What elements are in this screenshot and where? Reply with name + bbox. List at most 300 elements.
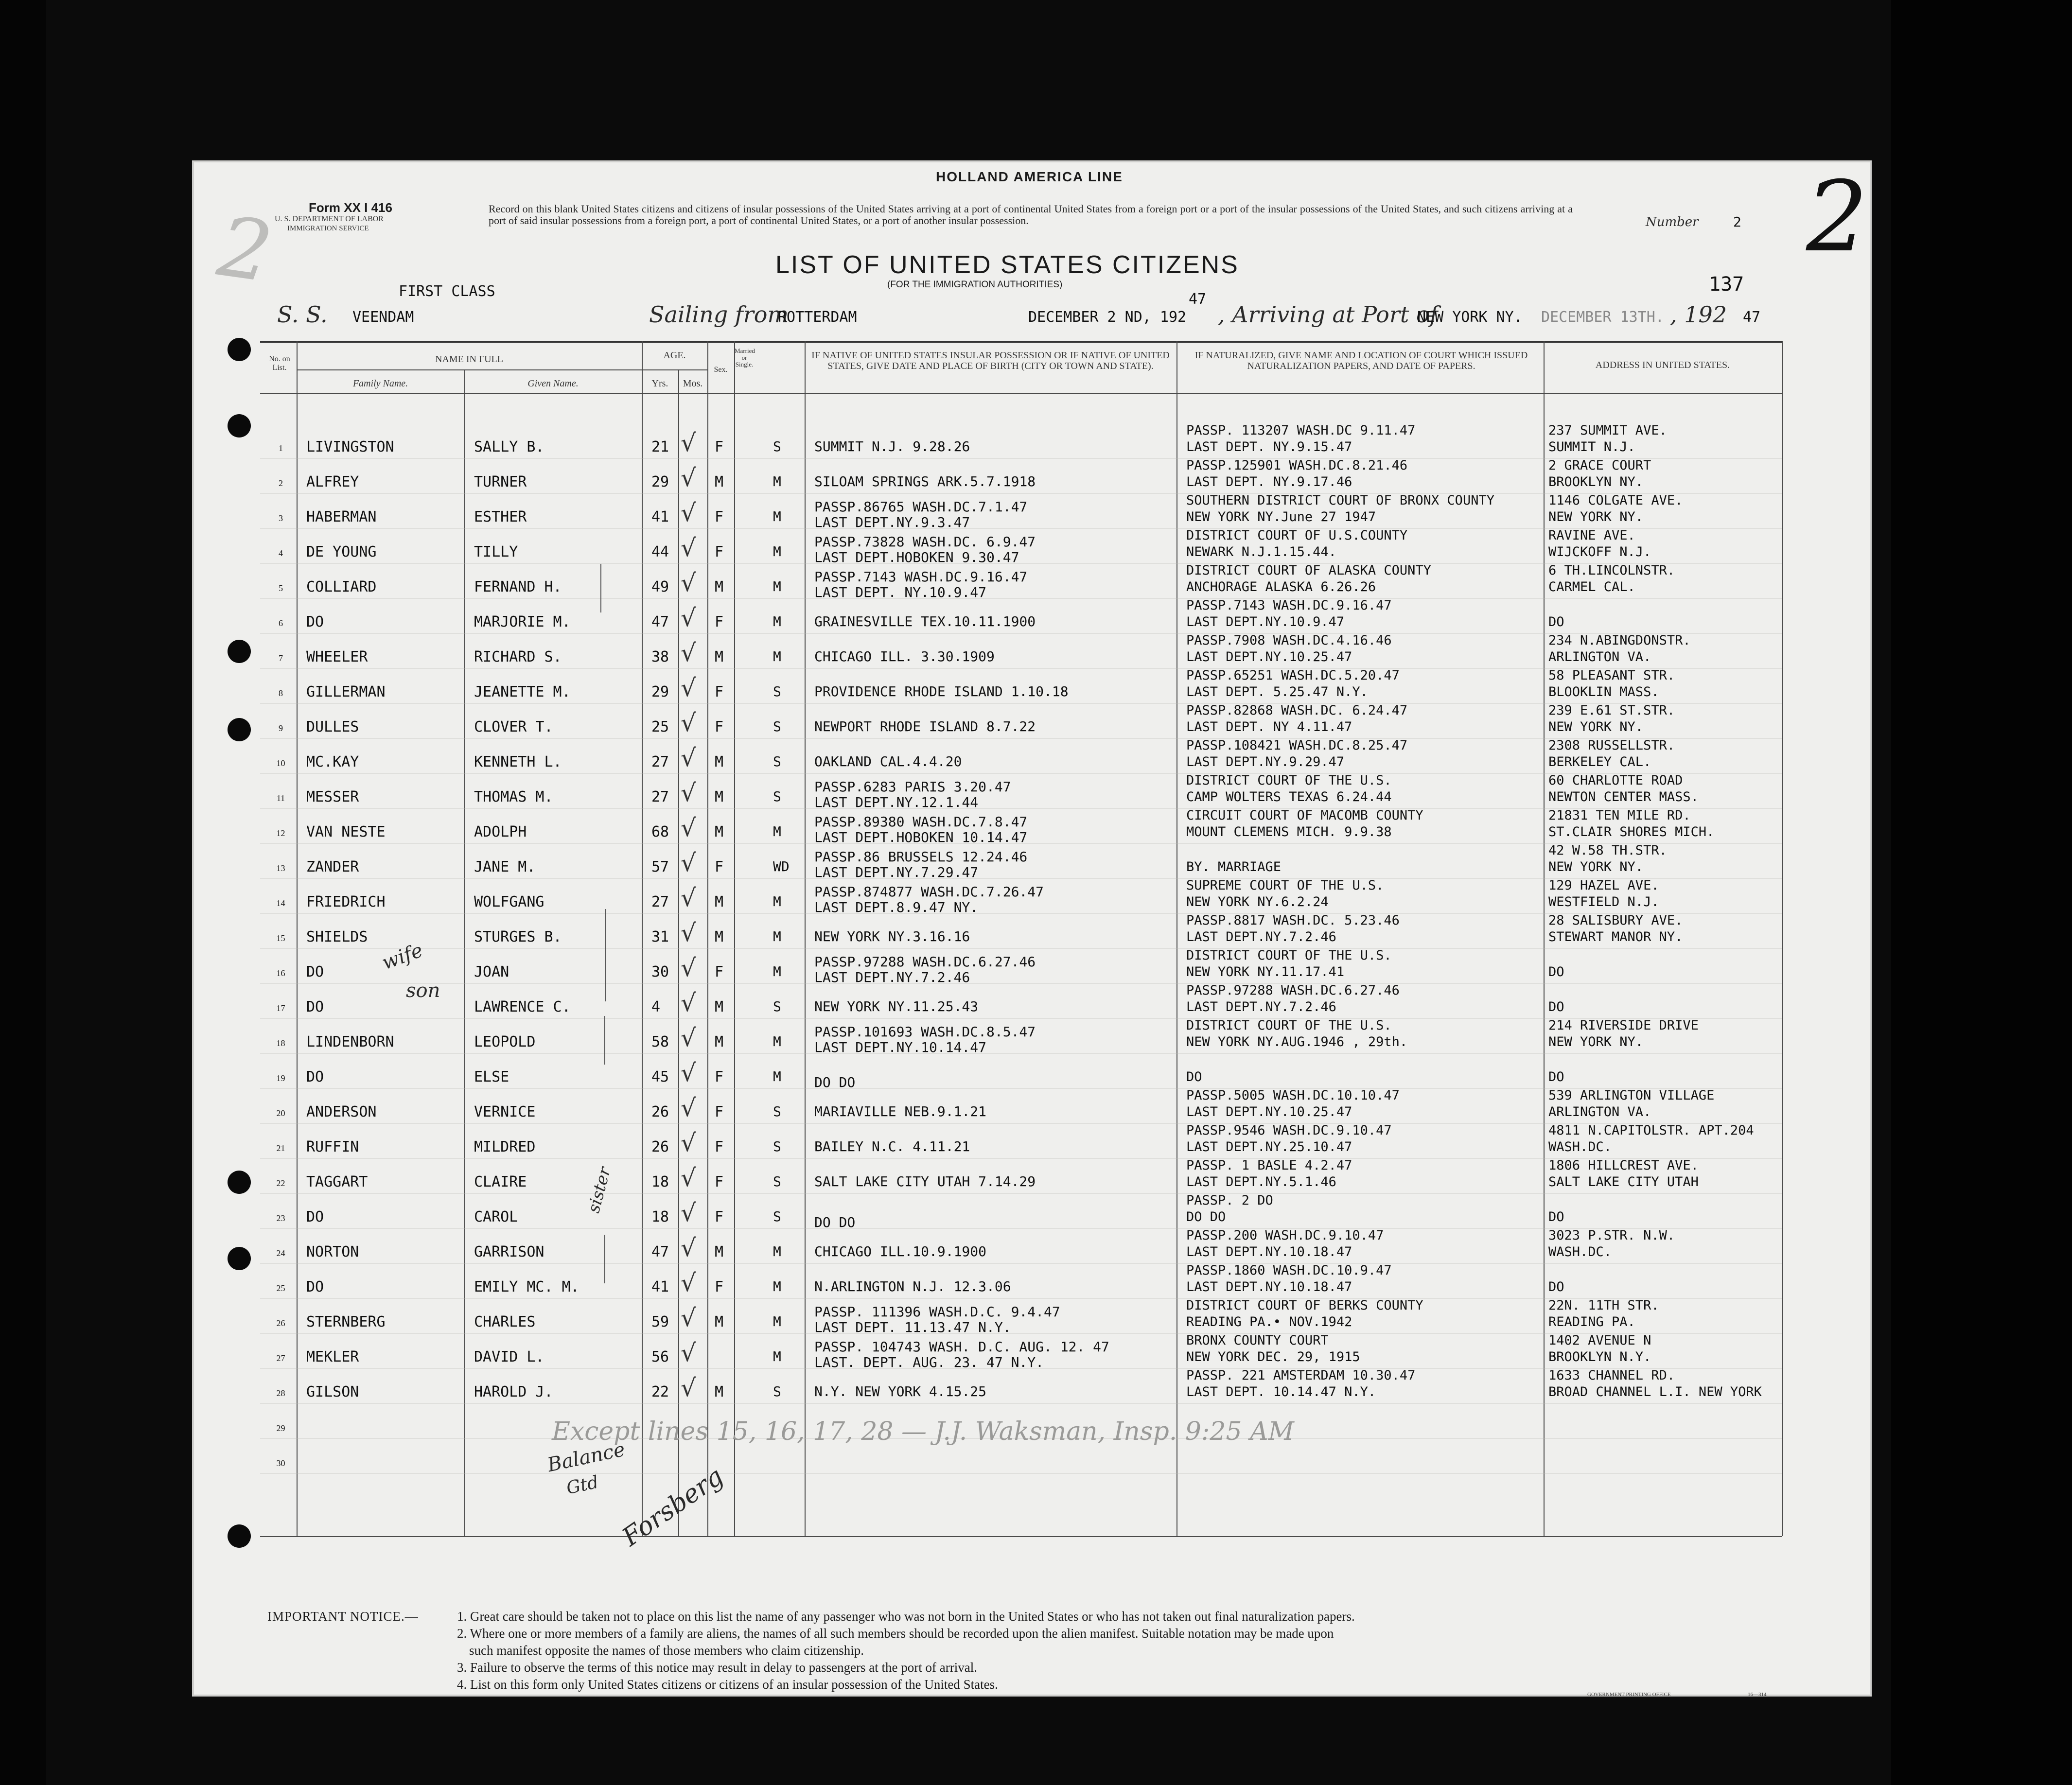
naturalization-line-2: LAST DEPT.NY.10.18.47 (1186, 1279, 1352, 1295)
given-name: CHARLES (474, 1313, 536, 1330)
birth-line-1: OAKLAND CAL.4.4.20 (814, 753, 962, 770)
naturalization-line-2: ANCHORAGE ALASKA 6.26.26 (1186, 579, 1376, 595)
birth-line-2: LAST. DEPT. AUG. 23. 47 N.Y. (814, 1354, 1044, 1370)
age-years: 29 (651, 473, 669, 490)
marital-status: WD (773, 858, 790, 875)
family-name: ALFREY (306, 473, 359, 490)
row-number: 11 (276, 793, 285, 803)
bracket-line-lindenborn (604, 1016, 605, 1065)
address-line-1: 2308 RUSSELLSTR. (1548, 738, 1675, 753)
check-mark: √ (681, 1234, 696, 1262)
address-line-2: NEWTON CENTER MASS. (1548, 789, 1699, 805)
row-number: 12 (276, 828, 285, 838)
notice-item-3: 3. Failure to observe the terms of this notice may result in delay to passengers at the port of arrival. (457, 1660, 977, 1675)
age-years: 47 (651, 613, 669, 630)
family-name: HABERMAN (306, 508, 377, 525)
address-line-1: 129 HAZEL AVE. (1548, 878, 1659, 893)
birth-line-1: N.ARLINGTON N.J. 12.3.06 (814, 1278, 1011, 1295)
family-name: MEKLER (306, 1348, 359, 1365)
form-number: Form XX I 416 (309, 200, 392, 215)
address-line-2: WIJCKOFF N.J. (1548, 544, 1651, 560)
check-mark: √ (681, 1094, 696, 1122)
family-name: DO (306, 963, 324, 980)
row-number: 15 (276, 933, 285, 943)
address-line-1: 539 ARLINGTON VILLAGE (1548, 1088, 1715, 1103)
ss-label: S. S. (277, 301, 328, 328)
given-name: JEANETTE M. (474, 683, 571, 700)
address-line-1: RAVINE AVE. (1548, 528, 1635, 543)
sex: M (715, 578, 724, 595)
address-line-2: BERKELEY CAL. (1548, 754, 1651, 770)
punch-hole (228, 718, 251, 741)
col-rule-naturalized (1544, 341, 1545, 1536)
sex: F (715, 858, 724, 875)
address-line-1: 58 PLEASANT STR. (1548, 668, 1675, 683)
birth-line-1: PASSP.89380 WASH.DC.7.8.47 (814, 814, 1028, 830)
naturalization-line-1: PASSP.5005 WASH.DC.10.10.47 (1186, 1088, 1400, 1103)
col-rule-family (464, 369, 465, 1536)
bracket-line-norton (604, 1235, 605, 1283)
address-line-1: 1806 HILLCREST AVE. (1548, 1158, 1699, 1173)
naturalization-line-2: LAST DEPT. NY.9.15.47 (1186, 439, 1352, 455)
birth-line-2: LAST DEPT.NY.10.14.47 (814, 1039, 987, 1055)
given-name: CAROL (474, 1208, 518, 1225)
birth-line-1: BAILEY N.C. 4.11.21 (814, 1138, 970, 1155)
family-name: DO (306, 998, 324, 1015)
sex: F (715, 543, 724, 560)
hand-note-son: son (406, 980, 440, 1002)
hand-note-except: Except lines 15, 16, 17, 28 — J.J. Waksman, Insp. 9:25 AM (552, 1417, 1294, 1446)
marital-status: M (773, 823, 781, 840)
given-name: EMILY MC. M. (474, 1278, 579, 1295)
age-years: 57 (651, 858, 669, 875)
row-number: 18 (276, 1038, 285, 1048)
marital-status: M (773, 508, 781, 525)
birth-line-1: NEW YORK NY.11.25.43 (814, 998, 979, 1015)
birth-line-1: NEWPORT RHODE ISLAND 8.7.22 (814, 718, 1036, 735)
age-years: 59 (651, 1313, 669, 1330)
family-name: RUFFIN (306, 1138, 359, 1155)
col-rule-no (297, 341, 298, 1536)
row-number: 26 (276, 1318, 285, 1328)
marital-status: M (773, 893, 781, 910)
record-instructions: Record on this blank United States citizens and citizens of insular possessions of the United States arriving at a port of continental United States from a foreign port or a port of the insular possessions of the United States, and such citizens arriving at a port of said insular possessions from a foreign port, a port of continental United States, or a port of another insular possession. (489, 203, 1573, 227)
name-header-rule (297, 369, 642, 370)
marital-status: S (773, 1138, 781, 1155)
family-name: ZANDER (306, 858, 359, 875)
sex: M (715, 753, 724, 770)
check-mark: √ (681, 639, 696, 667)
naturalization-line-1: DISTRICT COURT OF ALASKA COUNTY (1186, 563, 1431, 578)
number-hand: 2 (1806, 160, 1868, 274)
naturalization-line-1: DISTRICT COURT OF BERKS COUNTY (1186, 1298, 1423, 1313)
naturalization-line-2: LAST DEPT.NY.10.25.47 (1186, 649, 1352, 665)
naturalization-line-2: LAST DEPT. NY.9.17.46 (1186, 474, 1352, 490)
address-line-2: DO (1548, 1209, 1564, 1225)
family-name: COLLIARD (306, 578, 377, 595)
col-rule-name (642, 341, 643, 1536)
row-number: 8 (279, 688, 283, 698)
age-years: 18 (651, 1173, 669, 1190)
birth-line-2: DO DO (814, 1214, 856, 1230)
naturalization-line-2: LAST DEPT.NY.5.1.46 (1186, 1174, 1336, 1190)
given-name: LEOPOLD (474, 1033, 536, 1050)
naturalization-line-2: DO DO (1186, 1209, 1226, 1225)
given-name: WOLFGANG (474, 893, 544, 910)
row-number: 24 (276, 1248, 285, 1258)
naturalization-line-1: CIRCUIT COURT OF MACOMB COUNTY (1186, 808, 1423, 823)
given-name: TILLY (474, 543, 518, 560)
marital-status: S (773, 683, 781, 700)
check-mark: √ (681, 954, 696, 982)
given-name: TURNER (474, 473, 527, 490)
marital-status: S (773, 788, 781, 805)
table-bottom-rule (260, 1536, 1782, 1537)
age-years: 41 (651, 1278, 669, 1295)
sex: M (715, 648, 724, 665)
sex: M (715, 893, 724, 910)
address-line-2: BLOOKLIN MASS. (1548, 684, 1659, 700)
address-line-1: 214 RIVERSIDE DRIVE (1548, 1018, 1699, 1033)
address-line-1: 4811 N.CAPITOLSTR. APT.204 (1548, 1123, 1754, 1138)
check-mark: √ (681, 569, 696, 597)
col-rule-age (707, 341, 708, 1536)
col-rule-native (1176, 341, 1177, 1536)
check-mark: √ (681, 989, 696, 1017)
address-line-1: 6 TH.LINCOLNSTR. (1548, 563, 1675, 578)
family-name: GILLERMAN (306, 683, 386, 700)
address-line-2: SALT LAKE CITY UTAH (1548, 1174, 1699, 1190)
naturalization-line-1: DISTRICT COURT OF THE U.S. (1186, 773, 1392, 788)
address-line-2: DO (1548, 614, 1564, 630)
header-sex: Sex. (714, 366, 728, 374)
punch-hole (228, 640, 251, 663)
arrival-port: NEW YORK NY. (1417, 309, 1523, 326)
hand-note-gtd: Gtd (564, 1472, 600, 1499)
sailing-year-hand: 47 (1189, 291, 1207, 308)
family-name: DO (306, 1068, 324, 1085)
manifest-page (192, 160, 1872, 1697)
table-top-rule (260, 341, 1782, 343)
age-years: 30 (651, 963, 669, 980)
row-number: 6 (279, 618, 283, 628)
family-name: TAGGART (306, 1173, 368, 1190)
check-mark: √ (681, 1129, 696, 1157)
bracket-line-shields (605, 909, 606, 1001)
notice-item-1: 1. Great care should be taken not to place on this list the name of any passenger who was not born in the United States or who has not taken out final naturalization papers. (457, 1609, 1355, 1624)
row-number: 27 (276, 1353, 285, 1363)
birth-line-1: PASSP.97288 WASH.DC.6.27.46 (814, 954, 1036, 970)
service-name: IMMIGRATION SERVICE (287, 225, 369, 232)
hand-note-wife: wife (379, 939, 426, 975)
row-number: 22 (276, 1178, 285, 1188)
naturalization-line-1: PASSP. 113207 WASH.DC 9.11.47 (1186, 423, 1416, 438)
given-name: THOMAS M. (474, 788, 553, 805)
age-years: 27 (651, 788, 669, 805)
given-name: RICHARD S. (474, 648, 562, 665)
header-married: Married or Single. (735, 347, 755, 368)
marital-status: M (773, 1313, 781, 1330)
age-years: 31 (651, 928, 669, 945)
family-name: SHIELDS (306, 928, 368, 945)
check-mark: √ (681, 884, 696, 912)
row-number: 1 (279, 443, 283, 453)
row-number: 16 (276, 968, 285, 978)
punch-hole (228, 414, 251, 438)
departure-port: ROTTERDAM (778, 309, 857, 326)
given-name: DAVID L. (474, 1348, 544, 1365)
address-line-1: 237 SUMMIT AVE. (1548, 423, 1667, 438)
given-name: JOAN (474, 963, 509, 980)
sex: F (715, 1208, 724, 1225)
marital-status: M (773, 648, 781, 665)
address-line-1: 22N. 11TH STR. (1548, 1298, 1659, 1313)
naturalization-line-1: SOUTHERN DISTRICT COURT OF BRONX COUNTY (1186, 493, 1494, 508)
age-years: 26 (651, 1138, 669, 1155)
header-name: NAME IN FULL (435, 354, 503, 365)
header-family: Family Name. (352, 378, 408, 389)
hand-note-sister: sister (584, 1165, 615, 1215)
naturalization-line-2: NEW YORK DEC. 29, 1915 (1186, 1349, 1360, 1365)
row-number: 21 (276, 1143, 285, 1153)
address-line-1: 21831 TEN MILE RD. (1548, 808, 1691, 823)
sex: F (715, 1173, 724, 1190)
naturalization-line-2: LAST DEPT.NY.25.10.47 (1186, 1139, 1352, 1155)
naturalization-line-2: LAST DEPT. NY 4.11.47 (1186, 719, 1352, 735)
check-mark: √ (681, 1339, 696, 1367)
naturalization-line-1: PASSP. 1 BASLE 4.2.47 (1186, 1158, 1352, 1173)
sex: F (715, 1068, 724, 1085)
notice-item-2: 2. Where one or more members of a family are aliens, the names of all such members should be recorded upon the alien manifest. Suitable notation may be made upon (457, 1626, 1334, 1641)
header-given: Given Name. (527, 378, 579, 389)
row-number: 3 (279, 513, 283, 523)
family-name: GILSON (306, 1383, 359, 1400)
address-line-2: READING PA. (1548, 1314, 1635, 1330)
marital-status: S (773, 718, 781, 735)
marital-status: M (773, 473, 781, 490)
given-name: ADOLPH (474, 823, 527, 840)
naturalization-line-2: LAST DEPT.NY.10.25.47 (1186, 1104, 1352, 1120)
sex: F (715, 1278, 724, 1295)
punch-hole (228, 1524, 251, 1548)
age-years: 21 (651, 438, 669, 455)
row-number: 28 (276, 1388, 285, 1398)
arrival-year: , 192 (1670, 301, 1727, 328)
birth-line-2: LAST DEPT.HOBOKEN 9.30.47 (814, 549, 1019, 565)
family-name: MC.KAY (306, 753, 359, 770)
naturalization-line-1: DISTRICT COURT OF THE U.S. (1186, 1018, 1392, 1033)
birth-line-1: NEW YORK NY.3.16.16 (814, 928, 970, 945)
address-line-2: NEW YORK NY. (1548, 859, 1644, 875)
printer-credit: GOVERNMENT PRINTING OFFICE (1587, 1692, 1671, 1698)
marital-status: S (773, 998, 781, 1015)
naturalization-line-1: DISTRICT COURT OF U.S.COUNTY (1186, 528, 1408, 543)
address-line-2: DO (1548, 1279, 1564, 1295)
left-film-border (0, 0, 46, 1785)
sex: M (715, 1313, 724, 1330)
naturalization-line-1: PASSP.108421 WASH.DC.8.25.47 (1186, 738, 1408, 753)
birth-line-2: LAST DEPT.HOBOKEN 10.14.47 (814, 829, 1028, 845)
age-years: 47 (651, 1243, 669, 1260)
age-years: 41 (651, 508, 669, 525)
line-name: HOLLAND AMERICA LINE (936, 169, 1123, 184)
given-name: ELSE (474, 1068, 509, 1085)
family-name: NORTON (306, 1243, 359, 1260)
col-rule-yrs (678, 369, 679, 1536)
marital-status: S (773, 1103, 781, 1120)
row-number: 25 (276, 1283, 285, 1293)
birth-line-2: LAST DEPT.8.9.47 NY. (814, 899, 979, 915)
naturalization-line-2: NEW YORK NY.June 27 1947 (1186, 509, 1376, 525)
naturalization-line-2: BY. MARRIAGE (1186, 859, 1282, 875)
form-code: 16—314 (1748, 1692, 1767, 1698)
age-years: 27 (651, 753, 669, 770)
row-number: 14 (276, 898, 285, 908)
sex: M (715, 998, 724, 1015)
header-naturalized: IF NATURALIZED, GIVE NAME AND LOCATION OF COURT WHICH ISSUED NATURALIZATION PAPERS, AND DATE OF PAPERS. (1194, 350, 1528, 371)
given-name: KENNETH L. (474, 753, 562, 770)
birth-line-1: SUMMIT N.J. 9.28.26 (814, 438, 970, 455)
age-years: 38 (651, 648, 669, 665)
address-line-1: 28 SALISBURY AVE. (1548, 913, 1683, 928)
naturalization-line-2: LAST DEPT.NY.10.9.47 (1186, 614, 1345, 630)
naturalization-line-1: DISTRICT COURT OF THE U.S. (1186, 948, 1392, 963)
check-mark: √ (681, 604, 696, 632)
family-name: FRIEDRICH (306, 893, 386, 910)
address-line-2: BROOKLYN N.Y. (1548, 1349, 1651, 1365)
family-name: DO (306, 1208, 324, 1225)
sex: F (715, 718, 724, 735)
marital-status: M (773, 578, 781, 595)
naturalization-line-1: PASSP.9546 WASH.DC.9.10.47 (1186, 1123, 1392, 1138)
naturalization-line-2: READING PA.• NOV.1942 (1186, 1314, 1352, 1330)
birth-line-1: PASSP. 111396 WASH.D.C. 9.4.47 (814, 1304, 1060, 1320)
address-line-1: 1402 AVENUE N (1548, 1333, 1651, 1348)
sex: F (715, 438, 724, 455)
naturalization-line-2: LAST DEPT. 10.14.47 N.Y. (1186, 1384, 1376, 1400)
age-years: 27 (651, 893, 669, 910)
ship-name: VEENDAM (352, 309, 414, 326)
given-name: JANE M. (474, 858, 536, 875)
naturalization-line-1: PASSP.82868 WASH.DC. 6.24.47 (1186, 703, 1408, 718)
punch-hole (228, 1171, 251, 1194)
birth-line-1: CHICAGO ILL.10.9.1900 (814, 1243, 987, 1260)
arrival-year-hand: 47 (1743, 309, 1761, 326)
naturalization-line-1: PASSP.125901 WASH.DC.8.21.46 (1186, 458, 1408, 473)
address-line-2: NEW YORK NY. (1548, 719, 1644, 735)
birth-line-1: PASSP.101693 WASH.DC.8.5.47 (814, 1024, 1036, 1040)
naturalization-line-2: NEW YORK NY.AUG.1946 , 29th. (1186, 1034, 1408, 1050)
marital-status: M (773, 543, 781, 560)
inspector-signature: Forsberg (617, 1462, 729, 1552)
birth-line-1: PASSP.7143 WASH.DC.9.16.47 (814, 569, 1028, 585)
naturalization-line-2: CAMP WOLTERS TEXAS 6.24.44 (1186, 789, 1392, 805)
address-line-2: ARLINGTON VA. (1548, 649, 1651, 665)
naturalization-line-1: PASSP. 221 AMSTERDAM 10.30.47 (1186, 1368, 1416, 1383)
age-years: 25 (651, 718, 669, 735)
row-number: 23 (276, 1213, 285, 1223)
col-rule-sex (734, 341, 735, 1536)
birth-line-1: PASSP.73828 WASH.DC. 6.9.47 (814, 534, 1036, 550)
given-name: CLAIRE (474, 1173, 527, 1190)
naturalization-line-1: PASSP.7143 WASH.DC.9.16.47 (1186, 598, 1392, 613)
marital-status: M (773, 613, 781, 630)
naturalization-line-1: PASSP. 2 DO (1186, 1193, 1273, 1208)
naturalization-line-1: PASSP.1860 WASH.DC.10.9.47 (1186, 1263, 1392, 1278)
birth-line-1: N.Y. NEW YORK 4.15.25 (814, 1383, 987, 1400)
page-hand-number-left: 2 (212, 198, 278, 301)
row-number: 13 (276, 863, 285, 873)
sex: F (715, 1103, 724, 1120)
family-name: STERNBERG (306, 1313, 386, 1330)
birth-line-2: LAST DEPT.NY.12.1.44 (814, 794, 979, 810)
given-name: MARJORIE M. (474, 613, 571, 630)
birth-line-1: SILOAM SPRINGS ARK.5.7.1918 (814, 473, 1036, 490)
marital-status: M (773, 1278, 781, 1295)
header-mos: Mos. (683, 378, 703, 389)
sex: M (715, 473, 724, 490)
arriving-label: , Arriving at Port of (1218, 301, 1438, 328)
sex: M (715, 823, 724, 840)
age-years: 26 (651, 1103, 669, 1120)
naturalization-line-1: PASSP.200 WASH.DC.9.10.47 (1186, 1228, 1384, 1243)
naturalization-line-2: DO (1186, 1069, 1202, 1085)
given-name: SALLY B. (474, 438, 544, 455)
header-age: AGE. (663, 350, 686, 361)
check-mark: √ (681, 849, 696, 877)
check-mark: √ (681, 534, 696, 562)
family-name: DO (306, 1278, 324, 1295)
number-label: Number (1646, 215, 1699, 229)
address-line-1: 60 CHARLOTTE ROAD (1548, 773, 1683, 788)
naturalization-line-2: LAST DEPT.NY.10.18.47 (1186, 1244, 1352, 1260)
family-name: DO (306, 613, 324, 630)
sex: M (715, 928, 724, 945)
sailing-label: Sailing from (649, 301, 789, 328)
check-mark: √ (681, 464, 696, 492)
address-line-2: SUMMIT N.J. (1548, 439, 1635, 455)
address-line-1: 1633 CHANNEL RD. (1548, 1368, 1675, 1383)
bracket-line-colliard (600, 564, 601, 612)
sex: M (715, 1033, 724, 1050)
address-line-1: 1146 COLGATE AVE. (1548, 493, 1683, 508)
birth-line-1: PASSP.6283 PARIS 3.20.47 (814, 779, 1011, 795)
birth-line-2: LAST DEPT.NY.9.3.47 (814, 514, 970, 530)
birth-line-1: GRAINESVILLE TEX.10.11.1900 (814, 613, 1036, 630)
check-mark: √ (681, 499, 696, 527)
sex: F (715, 613, 724, 630)
check-mark: √ (681, 814, 696, 842)
naturalization-line-2: LAST DEPT.NY.7.2.46 (1186, 999, 1336, 1015)
marital-status: M (773, 928, 781, 945)
marital-status: S (773, 753, 781, 770)
given-name: HAROLD J. (474, 1383, 553, 1400)
check-mark: √ (681, 1024, 696, 1052)
address-line-2: ST.CLAIR SHORES MICH. (1548, 824, 1715, 840)
address-line-2: DO (1548, 999, 1564, 1015)
family-name: DULLES (306, 718, 359, 735)
family-name: LINDENBORN (306, 1033, 394, 1050)
given-name: VERNICE (474, 1103, 536, 1120)
naturalization-line-1: PASSP.97288 WASH.DC.6.27.46 (1186, 983, 1400, 998)
age-years: 4 (651, 998, 661, 1015)
sex: F (715, 963, 724, 980)
age-years: 45 (651, 1068, 669, 1085)
row-number: 30 (276, 1458, 285, 1468)
marital-status: M (773, 1033, 781, 1050)
check-mark: √ (681, 919, 696, 947)
row-number: 20 (276, 1108, 285, 1118)
